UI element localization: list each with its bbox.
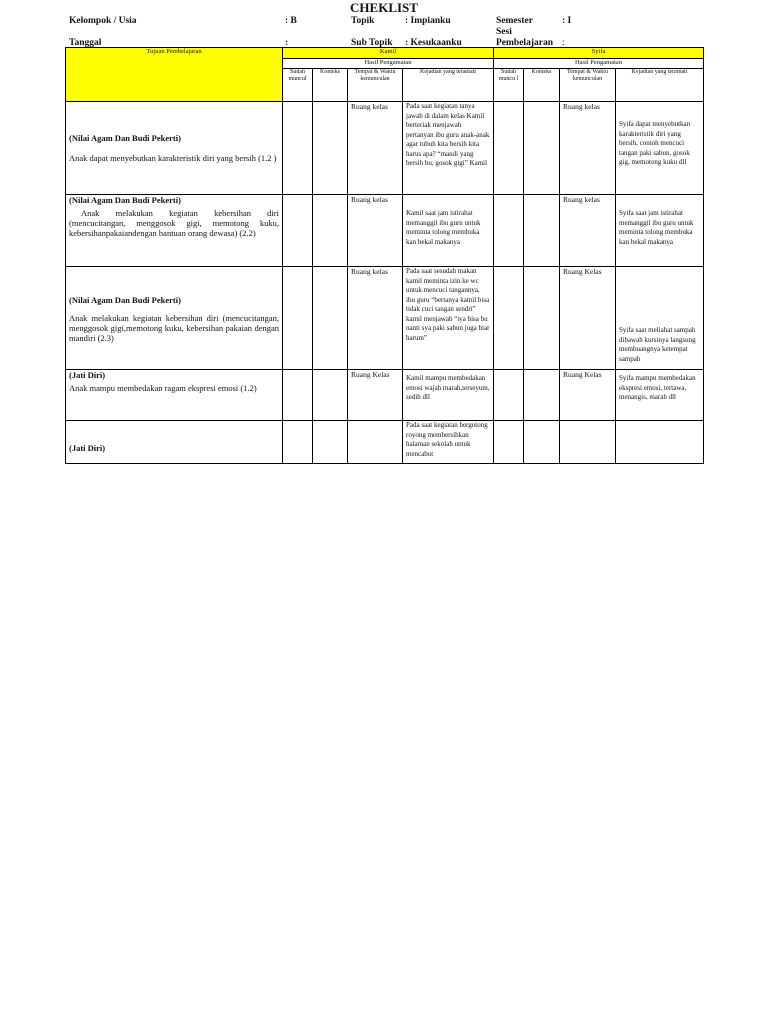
kelompok-label: Kelompok / Usia [69, 16, 137, 26]
student-name-1: Kamil [283, 48, 494, 59]
sudah-muncul-cell [283, 421, 313, 464]
konteks-cell [524, 102, 560, 195]
table-row [66, 421, 704, 464]
sudah-muncul-cell [494, 195, 524, 267]
sudah-muncul-cell [494, 370, 524, 421]
tempat-cell: Ruang Kelas [560, 370, 616, 421]
subtopik-value: : Kesukaanku [405, 38, 462, 48]
kejadian-cell: Syifa dapat menyebutkan karakteristik diri yang bersih, contoh mencuci tangan paki sabun, gosok gig, memotong kuku dll [616, 102, 704, 195]
document-title: CHEKLIST [350, 0, 418, 15]
tujuan-cell [66, 195, 283, 267]
semester-label: Semester [496, 16, 533, 26]
col-kejadian: Kejadian yang teramati [403, 69, 494, 102]
sudah-muncul-cell [283, 370, 313, 421]
checklist-table [65, 47, 704, 464]
tujuan-desc: Anak melakukan kegiatan kebersihan diri (mencucitangan, menggosok gigi,memotong kuku, kebersihan pakaian dengan mandiri (2.3) [69, 313, 279, 343]
konteks-cell [524, 195, 560, 267]
konteks-cell [313, 195, 348, 267]
aspek-label: (Nilai Agam Dan Budi Pekerti) [69, 133, 181, 143]
konteks-cell [313, 102, 348, 195]
sudah-muncul-cell [494, 267, 524, 370]
topik-value: : Impianku [405, 16, 451, 26]
kejadian-cell: Pada saat kegiatan tanya jawab di dalam kelas Kamil berteriak menjawab pertanyan ibu guru anak-anak agar tubuh kita bersih kita harus apa? “mandi yang bersih bu, gosok gigi” Kamil [403, 102, 494, 195]
tempat-cell: Ruang Kelas [560, 267, 616, 370]
sudah-muncul-cell [494, 421, 524, 464]
col-konteks: Konteks [524, 69, 560, 102]
tujuan-cell [66, 421, 283, 464]
col-kejadian: Kejadian yang teramati [616, 69, 704, 102]
sudah-muncul-cell [283, 195, 313, 267]
kelompok-value: : B [285, 16, 297, 26]
tujuan-cell [66, 267, 283, 370]
pembelajaran-value: : [562, 38, 565, 48]
tujuan-cell [66, 370, 283, 421]
tujuan-desc: Anak mampu membedakan ragam ekspresi emosi (1.2) [69, 383, 257, 393]
sudah-muncul-cell [494, 102, 524, 195]
col-tempat-waktu: Tempat & Waktu kemunculan [348, 69, 403, 102]
tujuan-desc: Anak dapat menyebutkan karakteristik diri yang bersih (1.2 ) [69, 153, 277, 163]
tempat-cell: Ruang kelas [348, 195, 403, 267]
col-konteks: Konteks [313, 69, 348, 102]
tempat-cell [348, 421, 403, 464]
tanggal-label: Tanggal [69, 38, 102, 48]
konteks-cell [313, 267, 348, 370]
konteks-cell [524, 421, 560, 464]
tempat-cell: Ruang Kelas [348, 370, 403, 421]
tempat-cell [560, 421, 616, 464]
konteks-cell [524, 370, 560, 421]
kejadian-cell: Syifa mampu membedakan ekspresi emosi, tertawa, menangis, marah dll [616, 370, 704, 421]
tujuan-header: Tujuan Pembelajaran [66, 48, 283, 102]
topik-label: Topik [351, 16, 375, 26]
kejadian-text: Pada saat kegiatan bergotong royong membersihkan halaman sekolah untuk mencabut [406, 421, 488, 458]
kejadian-cell: Kamil saat jam istirahat memanggil ibu guru untuk meminta tolong membuka kan bekal makanya [403, 195, 494, 267]
col-sudah-muncul: Sudah muncul [283, 69, 313, 102]
tempat-cell: Ruang kelas [348, 267, 403, 370]
tujuan-desc: Anak melakukan kegiatan kebersihan diri (mencucitangan, menggosok gigi, memotong kuku, kebersihanpakaiandengan bantuan orang dewasa) (2.2) [69, 208, 279, 238]
sudah-muncul-cell [283, 102, 313, 195]
konteks-cell [313, 421, 348, 464]
konteks-cell [313, 370, 348, 421]
table-row [66, 370, 704, 421]
hasil-pengamatan-header-2: Hasil Pengamatan [494, 59, 704, 69]
table-row [66, 195, 704, 267]
kejadian-cell [616, 421, 704, 464]
pembelajaran-label: Pembelajaran [496, 38, 553, 48]
aspek-label: (Jati Diri) [69, 370, 106, 380]
tanggal-value: : [285, 38, 289, 48]
konteks-cell [524, 267, 560, 370]
sudah-muncul-cell [283, 267, 313, 370]
tempat-cell: Ruang kelas [348, 102, 403, 195]
tujuan-cell [66, 102, 283, 195]
subtopik-label: Sub Topik [351, 38, 393, 48]
kejadian-cell [403, 421, 494, 464]
col-tempat-waktu: Tempat & Waktu kemunculan [560, 69, 616, 102]
col-sudah-muncul: Sudah muncu l [494, 69, 524, 102]
kejadian-cell: Syifa saat meliahat sampah dibawah kursinya langsung membuangnya ketempat sampah [616, 267, 704, 370]
kejadian-cell: Syifa saat jam istirahat memanggil ibu guru untuk meminta tolong membuka kan bekal makanya [616, 195, 704, 267]
tempat-cell: Ruang kelas [560, 195, 616, 267]
table-row [66, 102, 704, 195]
hasil-pengamatan-header-1: Hasil Pengamatan [283, 59, 494, 69]
aspek-label: (Nilai Agam Dan Budi Pekerti) [69, 295, 181, 305]
aspek-label: (Nilai Agam Dan Budi Pekerti) [69, 195, 181, 205]
tempat-cell: Ruang kelas [560, 102, 616, 195]
student-name-2: Syifa [494, 48, 704, 59]
sesi-label: Sesi [496, 27, 512, 37]
aspek-label: (Jati Diri) [69, 443, 106, 453]
kejadian-cell: Kamil mampu membedakan emosi wajah marah,terseyum, sedih dll [403, 370, 494, 421]
kejadian-cell: Pada saat sesudah makan kamil meminta izin ke wc untuk mencuci tangannya, ibu guru “bertanya kamil bisa tidak cuci tangan sendri” kamil menjawab “iya bisa bu nanti sya paki sabun juga biar harum” [403, 267, 494, 370]
semester-value: : I [562, 16, 572, 26]
table-row [66, 267, 704, 370]
